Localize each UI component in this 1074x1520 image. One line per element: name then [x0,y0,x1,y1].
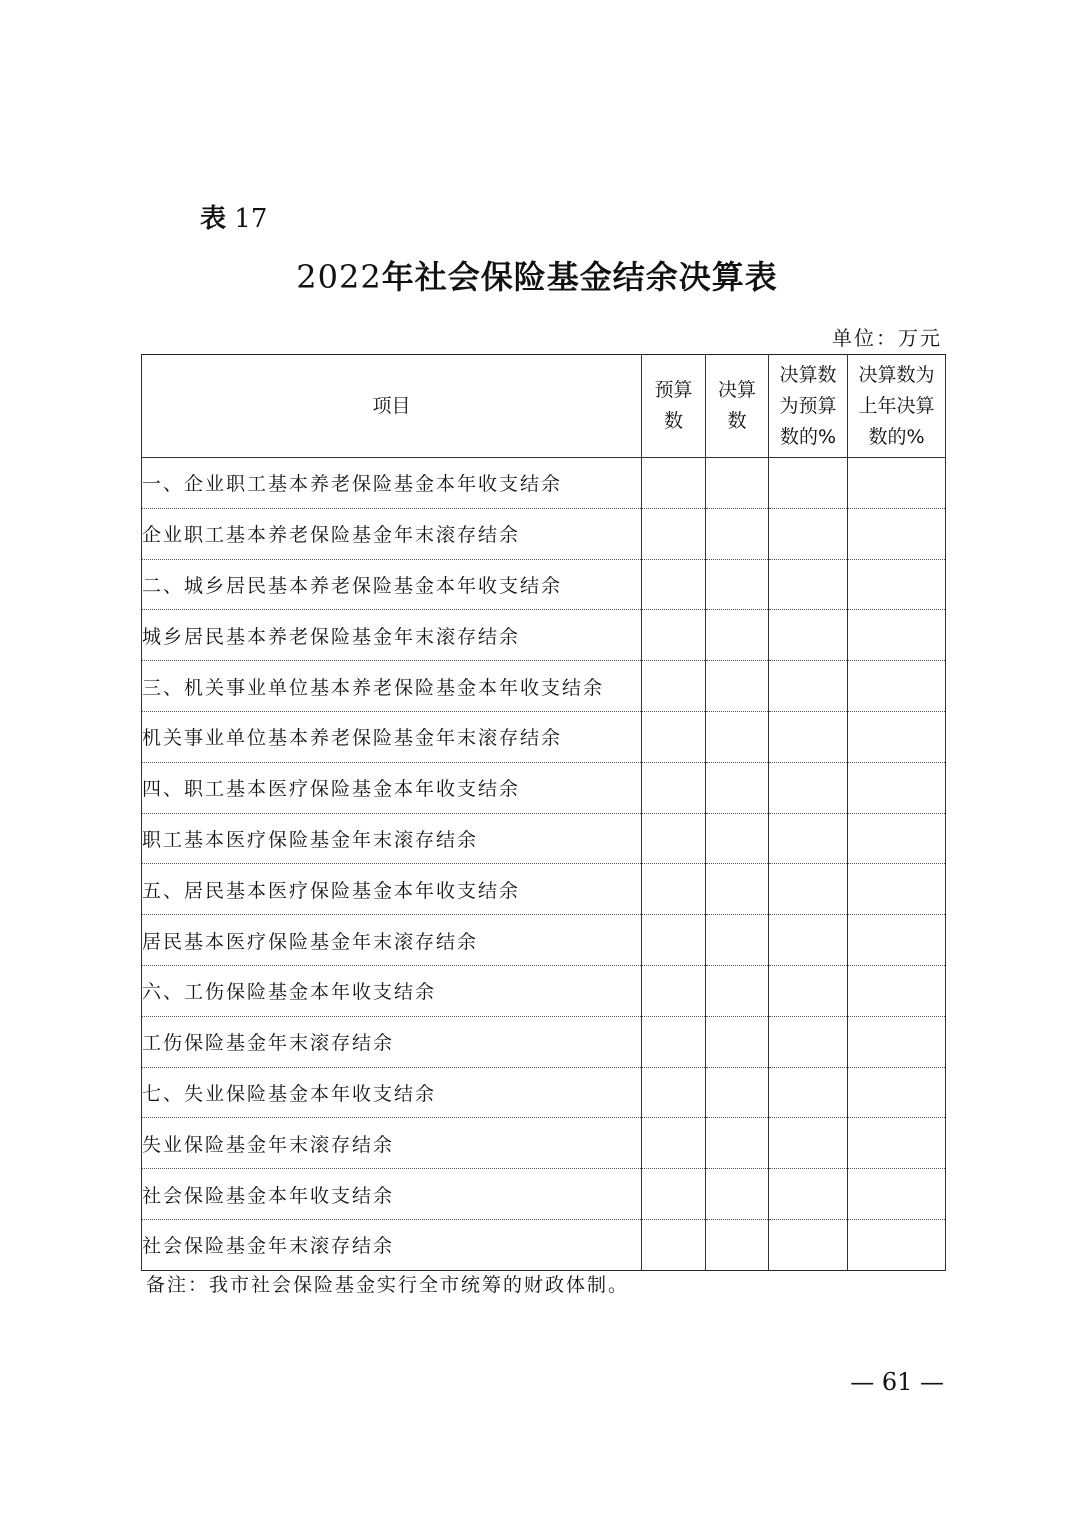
header-final-vs-prev [848,355,946,458]
header-final-vs-budget-label: 决算数 为预算 数的% [779,363,837,448]
title-year: 2022 [296,258,382,296]
row-label: 四、职工基本医疗保险基金本年收支结余 [142,762,642,813]
table-row [142,1118,946,1169]
table-row [142,711,946,762]
final-cell [706,813,769,864]
final-cell [706,1219,769,1270]
budget-cell [642,864,706,915]
row-label: 社会保险基金本年收支结余 [142,1169,642,1220]
budget-cell [642,1169,706,1220]
final-vs-budget-cell [769,1169,848,1220]
table-row [142,813,946,864]
final-vs-prev-cell [848,458,946,509]
final-vs-prev-cell [848,1118,946,1169]
final-cell [706,1067,769,1118]
budget-cell [642,508,706,559]
budget-cell [642,915,706,966]
header-budget-label: 预算 数 [654,379,693,432]
final-vs-budget-cell [769,508,848,559]
row-label: 职工基本医疗保险基金年末滚存结余 [142,813,642,864]
final-vs-budget-cell [769,1016,848,1067]
header-item-label: 项目 [372,394,411,417]
budget-cell [642,965,706,1016]
budget-cell [642,1118,706,1169]
row-label: 三、机关事业单位基本养老保险基金本年收支结余 [142,661,642,712]
final-vs-budget-cell [769,813,848,864]
final-vs-budget-cell [769,965,848,1016]
header-final-label: 决算 数 [717,379,756,432]
final-vs-prev-cell [848,864,946,915]
final-cell [706,915,769,966]
final-cell [706,1016,769,1067]
table-row [142,458,946,509]
row-label: 居民基本医疗保险基金年末滚存结余 [142,915,642,966]
table-label-number: 17 [234,204,268,234]
final-cell [706,610,769,661]
page-title [0,252,1074,298]
final-vs-budget-cell [769,711,848,762]
final-vs-prev-cell [848,1067,946,1118]
table-row [142,1219,946,1270]
table-row [142,508,946,559]
header-final-vs-budget [769,355,848,458]
row-label: 工伤保险基金年末滚存结余 [142,1016,642,1067]
final-vs-prev-cell [848,711,946,762]
row-label: 失业保险基金年末滚存结余 [142,1118,642,1169]
final-cell [706,965,769,1016]
budget-cell [642,1016,706,1067]
final-vs-prev-cell [848,610,946,661]
final-vs-prev-cell [848,1169,946,1220]
final-vs-budget-cell [769,864,848,915]
final-vs-prev-cell [848,508,946,559]
budget-cell [642,1067,706,1118]
table-row [142,559,946,610]
header-final-vs-prev-label: 决算数为 上年决算 数的% [858,363,935,448]
final-vs-prev-cell [848,965,946,1016]
header-final [706,355,769,458]
final-vs-prev-cell [848,661,946,712]
row-label: 城乡居民基本养老保险基金年末滚存结余 [142,610,642,661]
budget-cell [642,610,706,661]
row-label: 社会保险基金年末滚存结余 [142,1219,642,1270]
page-number: — 61 — [850,1368,944,1396]
final-cell [706,559,769,610]
final-cell [706,1169,769,1220]
budget-cell [642,458,706,509]
final-vs-budget-cell [769,661,848,712]
final-vs-budget-cell [769,559,848,610]
final-vs-budget-cell [769,1067,848,1118]
final-vs-prev-cell [848,813,946,864]
table-row [142,1169,946,1220]
final-cell [706,1118,769,1169]
final-cell [706,458,769,509]
final-cell [706,864,769,915]
row-label: 五、居民基本医疗保险基金本年收支结余 [142,864,642,915]
final-vs-budget-cell [769,610,848,661]
row-label: 一、企业职工基本养老保险基金本年收支结余 [142,458,642,509]
row-label: 企业职工基本养老保险基金年末滚存结余 [142,508,642,559]
row-label: 七、失业保险基金本年收支结余 [142,1067,642,1118]
table-row [142,762,946,813]
final-cell [706,508,769,559]
final-vs-budget-cell [769,458,848,509]
table-row [142,661,946,712]
final-vs-prev-cell [848,915,946,966]
final-vs-prev-cell [848,1016,946,1067]
final-vs-budget-cell [769,1219,848,1270]
footnote: 备注：我市社会保险基金实行全市统筹的财政体制。 [146,1274,630,1296]
final-vs-budget-cell [769,1118,848,1169]
table-row [142,864,946,915]
table-header-row [142,355,946,458]
final-cell [706,711,769,762]
table-label [200,198,267,235]
budget-cell [642,559,706,610]
budget-cell [642,762,706,813]
header-budget [642,355,706,458]
budget-cell [642,1219,706,1270]
final-vs-budget-cell [769,915,848,966]
table-row [142,915,946,966]
final-vs-prev-cell [848,762,946,813]
final-cell [706,762,769,813]
settlement-table [141,354,946,1271]
final-vs-prev-cell [848,559,946,610]
final-vs-prev-cell [848,1219,946,1270]
title-text: 年社会保险基金结余决算表 [381,258,778,296]
budget-cell [642,661,706,712]
final-vs-budget-cell [769,762,848,813]
budget-cell [642,711,706,762]
table-row [142,1067,946,1118]
table-row [142,610,946,661]
table-label-prefix: 表 [200,204,227,234]
table-row [142,965,946,1016]
row-label: 机关事业单位基本养老保险基金年末滚存结余 [142,711,642,762]
header-item [142,355,642,458]
row-label: 六、工伤保险基金本年收支结余 [142,965,642,1016]
unit-note: 单位：万元 [832,326,942,350]
budget-cell [642,813,706,864]
table-row [142,1016,946,1067]
row-label: 二、城乡居民基本养老保险基金本年收支结余 [142,559,642,610]
final-cell [706,661,769,712]
